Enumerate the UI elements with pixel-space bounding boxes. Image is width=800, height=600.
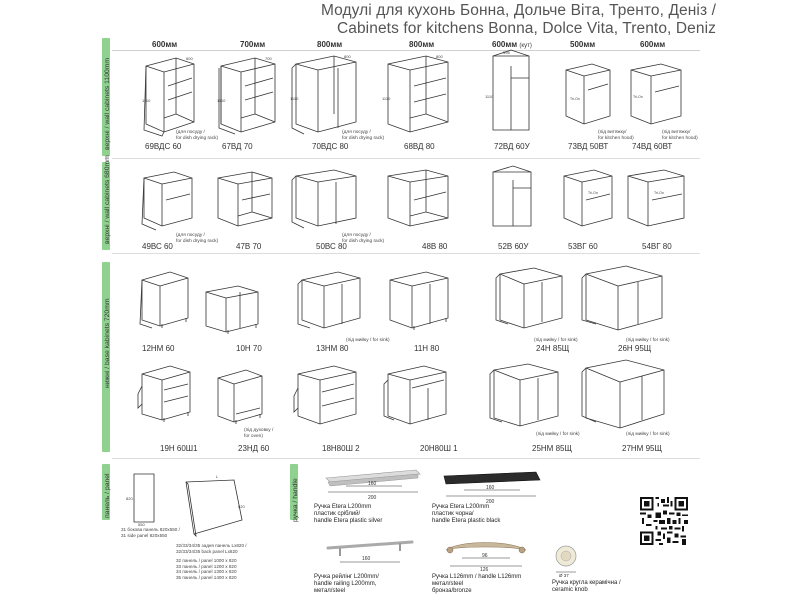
code-11n80: 11Н 80 [414, 344, 440, 353]
cabinet-50vs80 [290, 164, 362, 236]
cabinet-24n85sch [494, 262, 568, 334]
svg-text:1110: 1110 [485, 94, 494, 99]
note-25nm85sch: (під мийку / for sink) [536, 432, 580, 437]
cabinet-69vds60 [140, 52, 200, 138]
qr-code-icon [640, 497, 688, 545]
band-label-base: нижні / base kabinets 720mm [104, 298, 111, 388]
cabinet-67vd70 [215, 52, 281, 138]
handle-railing-caption: Ручка рейлінг L200mm/ handle railing L200mm, метал/steel [314, 574, 379, 594]
cabinet-74vd60vt [625, 58, 687, 128]
band-label-wall-short: верхні / wall cabinets 680mm [104, 155, 111, 244]
svg-text:550: 550 [138, 522, 145, 526]
width-600: 600мм [152, 40, 178, 49]
cabinet-23nd60 [212, 364, 268, 428]
code-69vds60: 69ВДС 60 [145, 142, 182, 151]
svg-text:Tri-On: Tri-On [654, 191, 664, 195]
width-800-a: 800мм [317, 40, 343, 49]
svg-text:700: 700 [265, 56, 272, 61]
code-20n80sh1: 20Н80Ш 1 [420, 444, 458, 453]
svg-text:1110: 1110 [382, 96, 391, 101]
handle-etera-black-caption: Ручка Etera L200mm пластик чорна/ handle Etera plastic black [432, 504, 501, 524]
dim-37: Ø 37 [559, 573, 569, 578]
code-49vs60: 49ВС 60 [142, 242, 173, 251]
handle-etera-black-drawing [436, 470, 544, 504]
code-50vs80: 50ВС 80 [316, 242, 347, 251]
svg-text:820: 820 [126, 496, 133, 501]
cabinet-18n80sh2 [292, 360, 364, 430]
cabinet-53vg60 [558, 164, 618, 236]
dim-96: 96 [482, 553, 488, 559]
code-13nm80: 13НМ 80 [316, 344, 349, 353]
handle-bronze-drawing [440, 536, 532, 572]
svg-text:800: 800 [344, 54, 351, 59]
side-panel-caption: 31 бокова панель 820х550 / 31 side panel 820x550 [121, 527, 180, 538]
note-23nd60: (під духовку / for oven) [244, 428, 274, 439]
code-54vg80: 54ВГ 80 [642, 242, 672, 251]
band-label-handle: ручка / handle [292, 478, 299, 522]
width-600-hood: 600мм [640, 40, 666, 49]
code-27nm95sch: 27НМ 95Щ [622, 444, 662, 453]
svg-text:Tri-On: Tri-On [633, 95, 643, 99]
note-69vds60: (для посуду / for dish drying rack) [176, 130, 219, 141]
width-700: 700мм [240, 40, 266, 49]
width-500: 500мм [570, 40, 596, 49]
svg-text:800: 800 [436, 54, 443, 59]
cabinet-26n95sch [580, 262, 670, 334]
code-52v60u: 52В 60У [498, 242, 529, 251]
width-800-b: 800мм [409, 40, 435, 49]
cabinet-25nm85sch [488, 358, 564, 434]
title-line-2: Cabinets for kitchens Bonna, Dolce Vita, Trento, Deniz [336, 20, 716, 37]
code-23nd60: 23НД 60 [238, 444, 270, 453]
dim-126: 126 [480, 567, 489, 572]
svg-text:L: L [216, 474, 219, 479]
cabinet-19n60sh1 [136, 360, 196, 428]
code-47v70: 47В 70 [236, 242, 262, 251]
handle-railing-drawing [318, 538, 422, 572]
cabinet-70vds80 [290, 50, 362, 140]
cabinet-48v80 [382, 164, 454, 236]
code-73vd50vt: 73ВД 50ВТ [568, 142, 609, 151]
handle-bronze-caption: Ручка L126mm / handle L126mm метал/steel бронза/bronze [432, 574, 522, 594]
note-49vs60: (для посуду / for dish drying rack) [176, 233, 219, 244]
svg-text:Tri-On: Tri-On [570, 97, 580, 101]
cabinet-73vd50vt [560, 58, 616, 128]
cabinet-20n80sh1 [382, 360, 454, 430]
note-50vs80: (для посуду / for dish drying rack) [342, 233, 385, 244]
dim-160-silver: 160 [368, 481, 377, 487]
handle-etera-silver-caption: Ручка Etera L200mm пластик сріблий/ handle Etera plastic silver [314, 504, 383, 524]
code-24n85sch: 24Н 85Щ [536, 344, 570, 353]
catalog-title [276, 2, 716, 38]
code-67vd70: 67ВД 70 [222, 142, 253, 151]
cabinet-54vg80 [622, 164, 690, 236]
code-48v80: 48В 80 [422, 242, 448, 251]
ceramic-knob-caption: Ручка кругла керамічна / ceramic knob [552, 580, 621, 593]
band-label-wall-tall: верхні / wall cabinets 1100mm [104, 57, 111, 150]
code-68vd80: 68ВД 80 [404, 142, 435, 151]
ceramic-knob-drawing [548, 542, 584, 578]
code-53vg60: 53ВГ 60 [568, 242, 598, 251]
cabinet-52v60u [485, 164, 541, 236]
code-26n95sch: 26Н 95Щ [618, 344, 652, 353]
side-panel-drawing [126, 470, 160, 526]
row-separator-1 [112, 158, 700, 159]
cabinet-49vs60 [138, 166, 198, 236]
svg-text:600: 600 [186, 56, 193, 61]
code-19n60sh1: 19Н 60Ш1 [160, 444, 198, 453]
svg-text:1110: 1110 [142, 98, 151, 103]
svg-text:1110: 1110 [290, 96, 299, 101]
note-24n85sch: (під мийку / for sink) [534, 338, 578, 343]
code-18n80sh2: 18Н80Ш 2 [322, 444, 360, 453]
code-12nm60: 12НМ 60 [142, 344, 175, 353]
code-10n70: 10Н 70 [236, 344, 262, 353]
note-13nm80: (під мийку / for sink) [346, 338, 390, 343]
svg-text:820: 820 [238, 504, 245, 509]
row-separator-2 [112, 253, 700, 254]
note-73vd50vt: (під витяжку/ for kitchen hood) [598, 130, 634, 141]
cabinet-72vd60u [485, 48, 537, 138]
handle-etera-silver-drawing [318, 468, 426, 502]
cabinet-13nm80 [296, 266, 368, 334]
row-separator-3 [112, 458, 700, 459]
note-70vds80: (для посуду / for dish drying rack) [342, 130, 385, 141]
code-72vd60u: 72ВД 60У [494, 142, 530, 151]
svg-text:598: 598 [503, 50, 510, 55]
cabinet-27nm95sch [580, 356, 672, 434]
width-600-corner: 600мм (кут) [492, 40, 532, 49]
note-74vd60vt: (під витяжку/ for kitchen hood) [662, 130, 698, 141]
note-27nm95sch: (під мийку / for sink) [626, 432, 670, 437]
code-70vds80: 70ВДС 80 [312, 142, 349, 151]
note-26n95sch: (під мийку / for sink) [626, 338, 670, 343]
title-line-1: Модулі для кухонь Бонна, Дольче Віта, Тренто, Деніз / [320, 2, 716, 19]
dim-200-black: 200 [486, 499, 495, 504]
cabinet-68vd80 [382, 50, 454, 140]
band-label-panel: панель / panel [104, 473, 111, 518]
back-panel-caption: 32/33/34/35 задня панель Lx820 / 32/33/34/35 back panel Lx820 32 панель / panel 1000 x 820 33 панель / panel 1200 x 820 34 панель / panel 1300 x 820 35 панель / panel 1400 x 820 [176, 543, 247, 580]
code-25nm85sch: 25НМ 85Щ [532, 444, 572, 453]
dim-200-silver: 200 [368, 495, 377, 501]
svg-text:1110: 1110 [217, 98, 226, 103]
cabinet-10n70 [200, 280, 264, 336]
code-74vd60vt: 74ВД 60ВТ [632, 142, 673, 151]
cabinet-12nm60 [136, 266, 194, 332]
dim-160-railing: 160 [362, 556, 371, 562]
svg-text:Tri-On: Tri-On [588, 191, 598, 195]
cabinet-47v70 [212, 166, 278, 236]
cabinet-11n80 [384, 266, 456, 334]
dim-160-black: 160 [486, 485, 495, 491]
back-panel-drawing [176, 474, 250, 540]
